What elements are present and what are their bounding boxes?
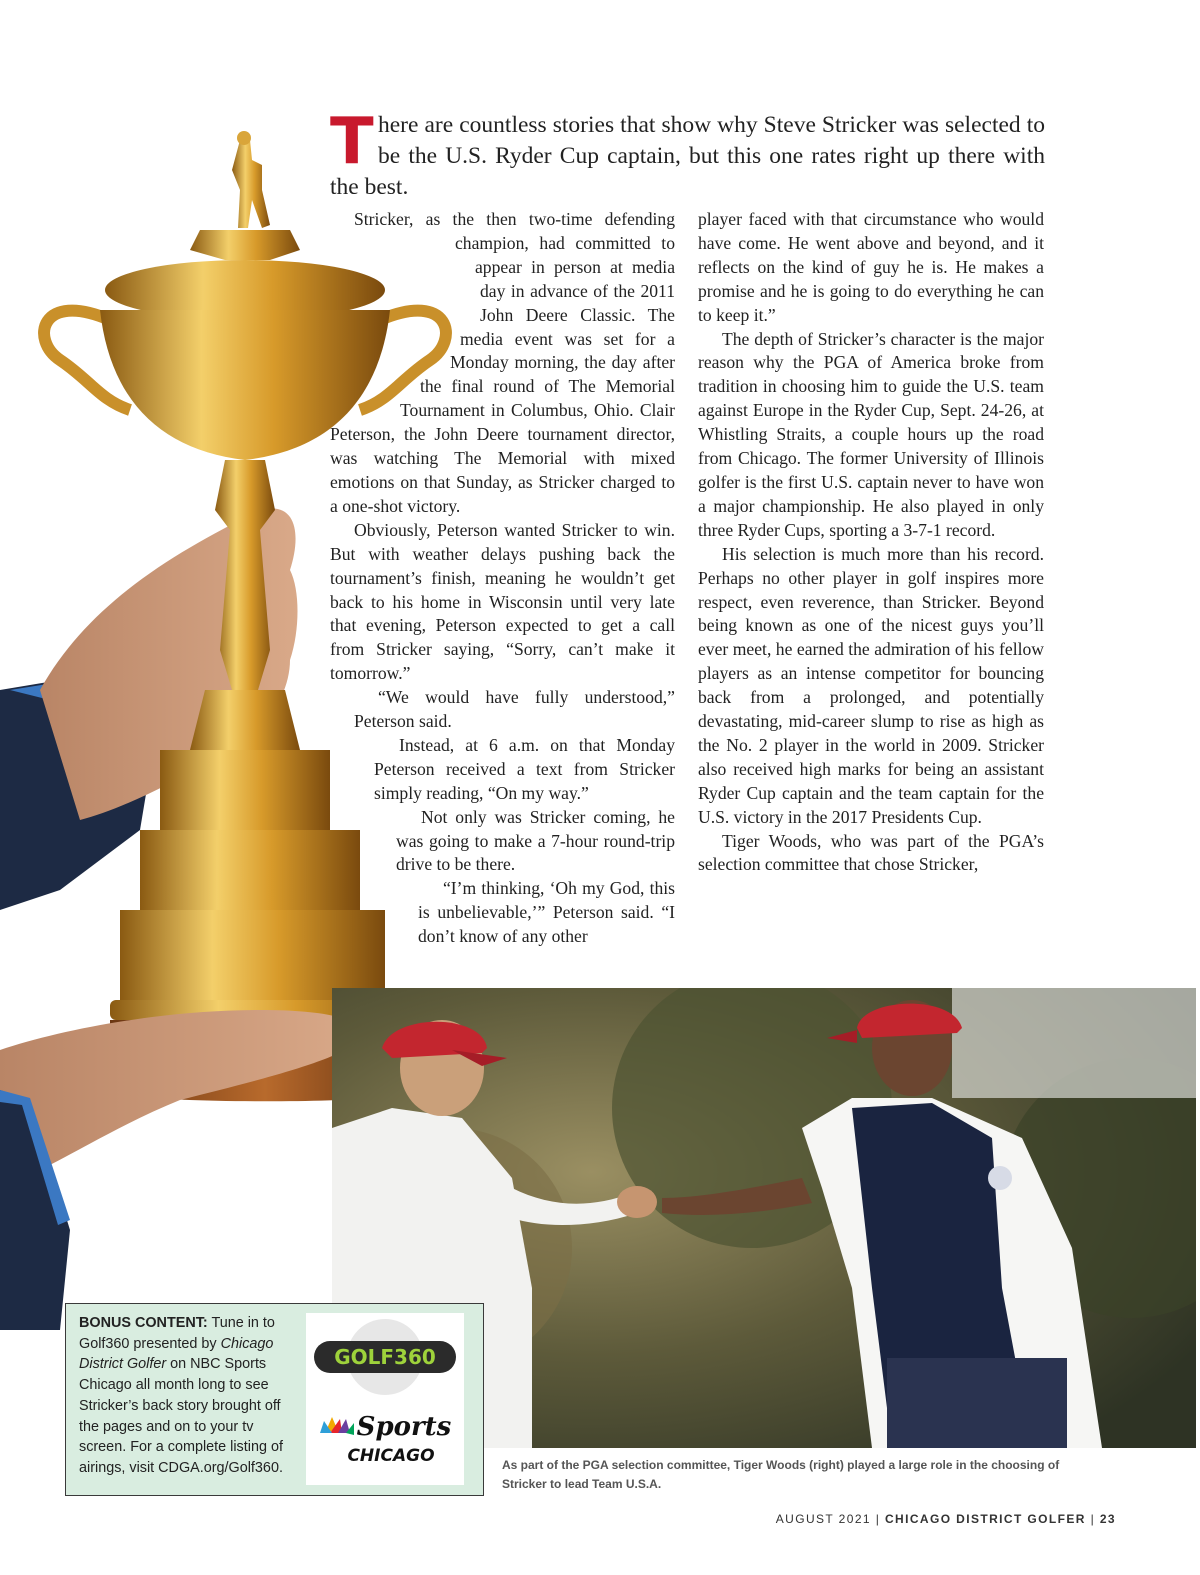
footer-magazine: CHICAGO DISTRICT GOLFER — [884, 1512, 1086, 1526]
bonus-text — [79, 1313, 299, 1479]
bonus-content-box — [65, 1303, 484, 1496]
nbc-chicago-logo-text: CHICAGO — [347, 1446, 435, 1466]
col2-para-4: Tiger Woods, who was part of the PGA’s selection committee that chose Stricker, — [698, 830, 1044, 875]
col1-para-3: “We would have fully understood,” Peterson said. — [354, 687, 675, 732]
footer-page-number: 23 — [1099, 1512, 1116, 1526]
col1-para-1: Stricker, as the then two-time defending champion, had committed to appear in person at media day in advance of the 2011 John Deere Classic. The media event was set for a Monday morning, the day after the final round of The Memorial Tournament in Columbus, Ohio. Clair Peterson, the John Deere tournament director, was watching The Memorial with mixed emotions on that Sunday, as Stricker charged to a one-shot victory. — [330, 209, 675, 516]
col2-para-3: His selection is much more than his record. Perhaps no other player in golf inspires more respect, even reverence, than Stricker. Beyond being known as one of the nicest guys you’ll ever meet, he earned the admiration of his fellow players as an intense competitor for bouncing back from a prolonged, and potentially devastating, mid-career slump to rise as high as the No. 2 player in the world in 2009. Stricker also received high marks for being an assistant Ryder Cup captain and the team captain for the U.S. victory in the 2017 Presidents Cup. — [698, 543, 1044, 827]
article-column-1 — [330, 208, 675, 950]
golf360-logo-text: GOLF360 — [334, 1345, 436, 1369]
bonus-logos — [306, 1313, 464, 1485]
col2-para-2: The depth of Stricker’s character is the major reason why the PGA of America broke from tradition in choosing him to guide the U.S. team against Europe in the Ryder Cup, Sept. 24-26, at Whistling Straits, a couple hours up the road from Chicago. The former University of Illinois golfer is the first U.S. captain never to have won a major championship. He also played in only three Ryder Cups, sporting a 3-7-1 record. — [698, 328, 1044, 540]
footer-sep-2: | — [1090, 1512, 1096, 1526]
golf360-nbc-logos — [306, 1313, 464, 1485]
photo-caption: As part of the PGA selection committee, Tiger Woods (right) played a large role in the choosing of Stricker to lead Team U.S.A. — [502, 1458, 1060, 1491]
col1-para-6: “I’m thinking, ‘Oh my God, this is unbelievable,’” Peterson said. “I don’t know of any other — [418, 878, 675, 947]
footer-sep-1: | — [875, 1512, 881, 1526]
footer-month: AUGUST 2021 — [775, 1512, 871, 1526]
article-intro — [330, 105, 1045, 203]
bonus-text-2: on NBC Sports Chicago all month long to see Stricker’s back story brought off the pages and on to your tv screen. For a complete listing of airings, visit CDGA.org/Golf360. — [79, 1356, 283, 1476]
col1-para-2: Obviously, Peterson wanted Stricker to win. But with weather delays pushing back the tournament’s finish, meaning he wouldn’t get back to his home in Wisconsin until very late that evening, Peterson expected to get a call from Stricker saying, “Sorry, can’t make it tomorrow.” — [330, 519, 675, 684]
intro-text: here are countless stories that show why Steve Stricker was selected to be the U.S. Ryder Cup captain, but this one rates right up there with the best. — [330, 112, 1045, 200]
nbc-sports-logo-text: Sports — [356, 1412, 452, 1442]
bonus-label: BONUS CONTENT: — [79, 1315, 208, 1331]
drop-cap: T — [330, 105, 374, 179]
col1-para-4: Instead, at 6 a.m. on that Monday Peterson received a text from Stricker simply reading, “On my way.” — [374, 734, 675, 803]
page-footer — [776, 1512, 1116, 1526]
bonus-italic: Chicago District Golfer — [79, 1335, 274, 1373]
article-column-2 — [698, 208, 1044, 877]
col2-para-1: player faced with that circumstance who would have come. He went above and beyond, and it reflects on the kind of guy he is. He makes a promise and he is going to do everything he can to keep it.” — [698, 209, 1044, 325]
bonus-text-1: Tune in to Golf360 presented by — [79, 1315, 275, 1352]
col1-para-5: Not only was Stricker coming, he was going to make a 7-hour round-trip drive to be there. — [396, 806, 675, 875]
